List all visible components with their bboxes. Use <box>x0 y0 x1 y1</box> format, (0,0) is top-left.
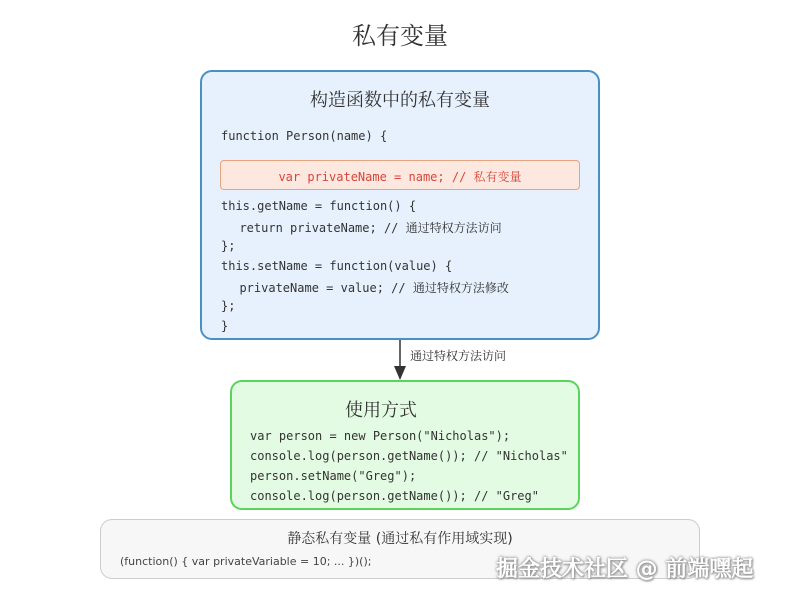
code-line: privateName = value; // 通过特权方法修改 <box>225 281 509 295</box>
code-line: }; <box>221 299 236 313</box>
code-line: function Person(name) { <box>221 129 388 143</box>
usage-box-heading: 使用方式 <box>345 400 417 421</box>
static-private-heading: 静态私有变量 (通过私有作用域实现) <box>287 531 513 547</box>
diagram-title: 私有变量 <box>352 22 448 50</box>
code-line: console.log(person.getName()); // "Nicholas" <box>250 449 568 463</box>
code-line: this.setName = function(value) { <box>221 259 453 273</box>
code-line: return privateName; // 通过特权方法访问 <box>225 221 502 235</box>
code-line: var person = new Person("Nicholas"); <box>250 429 511 443</box>
code-line: console.log(person.getName()); // "Greg" <box>250 489 539 503</box>
code-line: this.getName = function() { <box>221 199 417 213</box>
watermark: 掘金技术社区 @ 前端嘿起 <box>496 557 754 582</box>
code-line: }; <box>221 239 236 253</box>
flow-arrow <box>390 340 410 382</box>
static-private-code: (function() { var privateVariable = 10; ... })(); <box>120 555 372 568</box>
code-line: person.setName("Greg"); <box>250 469 417 483</box>
private-variable-line: var privateName = name; // 私有变量 <box>278 170 522 184</box>
code-line: } <box>221 319 229 333</box>
arrow-label: 通过特权方法访问 <box>410 349 507 363</box>
constructor-box-heading: 构造函数中的私有变量 <box>310 90 490 111</box>
